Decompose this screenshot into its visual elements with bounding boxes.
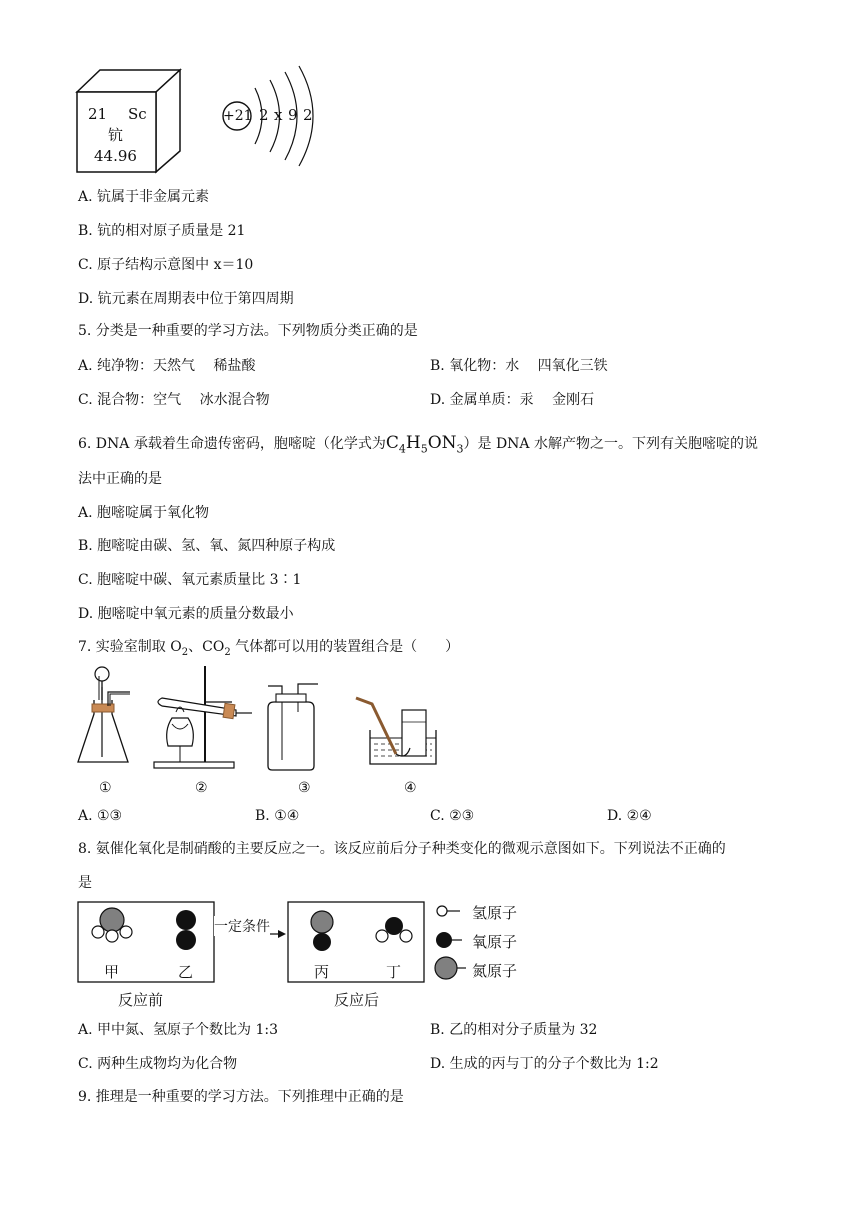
caption-before: 反应前 <box>118 991 164 1009</box>
apparatus-label-3: ③ <box>298 780 311 796</box>
q8-option-c: C. 两种生成物均为化合物 <box>78 1056 238 1072</box>
q6-formula: $C_4H_5ON_3$ <box>385 433 464 456</box>
apparatus-label-4: ④ <box>404 780 417 796</box>
caption-after: 反应后 <box>334 991 380 1009</box>
q6-option-c: C. 胞嘧啶中碳、氧元素质量比 3∶1 <box>78 572 302 588</box>
q6-stem <box>78 434 758 458</box>
element-symbol: Sc <box>128 105 147 123</box>
atom-shell-4: 2 <box>303 106 313 124</box>
reaction-condition: 一定条件 <box>214 916 270 936</box>
element-name: 钪 <box>108 126 124 144</box>
label-yi: 乙 <box>178 963 194 981</box>
apparatus-heating-test-tube <box>150 662 255 774</box>
apparatus-water-trough <box>350 690 445 774</box>
label-bing: 丙 <box>314 963 330 981</box>
legend-oxygen: 氧原子 <box>472 933 518 951</box>
q5-option-d: D. 金属单质：汞 金刚石 <box>430 392 595 408</box>
q9-stem: 9. 推理是一种重要的学习方法。下列推理中正确的是 <box>78 1089 404 1105</box>
q7-stem: 7. 实验室制取 $O_2$、$CO_2$ 气体都可以用的装置组合是（ ） <box>78 639 460 658</box>
q4-option-d: D. 钪元素在周期表中位于第四周期 <box>78 291 294 307</box>
q6-stem-line2: 法中正确的是 <box>78 471 162 487</box>
q8-stem-line1: 8. 氨催化氧化是制硝酸的主要反应之一。该反应前后分子种类变化的微观示意图如下。下列说法不正确的 <box>78 841 726 857</box>
q6-option-a: A. 胞嘧啶属于氧化物 <box>78 505 210 521</box>
atom-shell-1: 2 <box>259 106 269 124</box>
q7-option-a: A. ①③ <box>78 808 123 824</box>
q5-option-a: A. 纯净物：天然气 稀盐酸 <box>78 358 256 374</box>
label-ding: 丁 <box>386 963 402 981</box>
q7-option-c: C. ②③ <box>430 808 475 824</box>
q7-option-d: D. ②④ <box>607 808 652 824</box>
element-mass: 44.96 <box>94 147 137 165</box>
atom-shell-2: x <box>274 106 283 124</box>
apparatus-label-1: ① <box>99 780 112 796</box>
reaction-micro-diagram <box>76 898 426 988</box>
q4-option-c: C. 原子结构示意图中 x＝10 <box>78 257 254 273</box>
q4-option-b: B. 钪的相对原子质量是 21 <box>78 223 246 239</box>
q6-option-d: D. 胞嘧啶中氧元素的质量分数最小 <box>78 606 294 622</box>
legend-symbols <box>434 900 470 980</box>
q6-option-b: B. 胞嘧啶由碳、氢、氧、氮四种原子构成 <box>78 538 336 554</box>
q4-option-a: A. 钪属于非金属元素 <box>78 189 210 205</box>
atom-shell-3: 9 <box>288 106 298 124</box>
legend-hydrogen: 氢原子 <box>472 904 518 922</box>
apparatus-gas-bottle <box>262 680 324 774</box>
q8-option-b: B. 乙的相对分子质量为 32 <box>430 1022 598 1038</box>
apparatus-label-2: ② <box>195 780 208 796</box>
q7-option-b: B. ①④ <box>255 808 300 824</box>
q6-stem-after: ）是 DNA 水解产物之一。下列有关胞嘧啶的说 <box>463 436 758 452</box>
q5-option-b: B. 氧化物：水 四氧化三铁 <box>430 358 608 374</box>
q8-stem-line2: 是 <box>78 875 92 891</box>
atom-nucleus-label: +21 <box>223 108 253 124</box>
q5-option-c: C. 混合物：空气 冰水混合物 <box>78 392 270 408</box>
label-jia: 甲 <box>104 963 120 981</box>
legend-nitrogen: 氮原子 <box>472 962 518 980</box>
q8-option-a: A. 甲中氮、氢原子个数比为 1:3 <box>78 1022 278 1038</box>
q6-stem-before: 6. DNA 承载着生命遗传密码，胞嘧啶（化学式为 <box>78 436 386 452</box>
q5-stem: 5. 分类是一种重要的学习方法。下列物质分类正确的是 <box>78 323 418 339</box>
apparatus-flask-funnel <box>70 662 140 774</box>
element-number: 21 <box>88 105 108 123</box>
q8-option-d: D. 生成的丙与丁的分子个数比为 1:2 <box>430 1056 659 1072</box>
